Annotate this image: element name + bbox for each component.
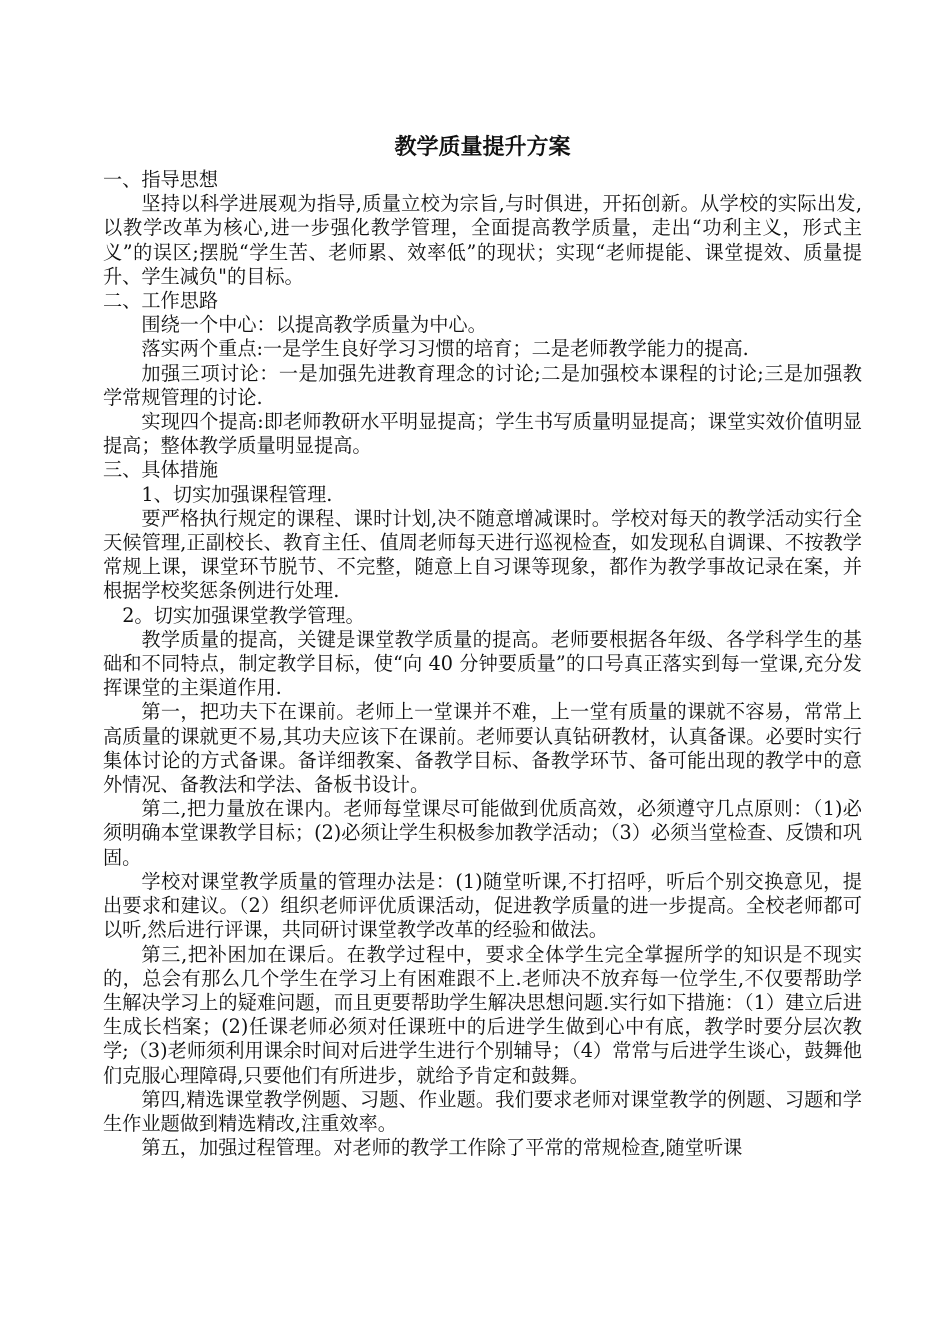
paragraph: 第三,把补困加在课后。在教学过程中，要求全体学生完全掌握所学的知识是不现实的，总会有那么几个学生在学习上有困难跟不上.老师决不放弃每一位学生,不仅要帮助学生解决学习上的疑难问题，而且更要帮助学生解决思想问题.实行如下措施：（1）建立后进生成长档案；(2)任课老师必须对任课班中的后进学生做到心中有底，教学时要分层次教学;（3)老师须利用课余时间对后进学生进行个别辅导；（4）常常与后进学生谈心，鼓舞他们克服心理障碍,只要他们有所进步，就给予肯定和鼓舞。 [103, 942, 862, 1087]
section-heading-1: 一、指导思想 [103, 168, 219, 191]
paragraph: 教学质量的提高，关键是课堂教学质量的提高。老师要根据各年级、各学科学生的基础和不同特点，制定教学目标，使“向 40 分钟要质量”的口号真正落实到每一堂课,充分发挥课堂的主渠道作用. [103, 627, 862, 700]
paragraph: 第四,精选课堂教学例题、习题、作业题。我们要求老师对课堂教学的例题、习题和学生作业题做到精选精改,注重效率。 [103, 1087, 862, 1135]
paragraph: 第五，加强过程管理。对老师的教学工作除了平常的常规检查,随堂听课 [141, 1136, 743, 1160]
section-heading-2: 二、工作思路 [103, 289, 219, 313]
document-title: 教学质量提升方案 [394, 134, 571, 160]
section-heading-3: 三、具体措施 [103, 458, 219, 482]
paragraph: 落实两个重点:一是学生良好学习习惯的培育；二是老师教学能力的提高. [141, 337, 749, 361]
measure-item-2: 2。切实加强课堂教学管理。 [122, 603, 365, 627]
paragraph: 第二,把力量放在课内。老师每堂课尽可能做到优质高效，必须遵守几点原则：（1)必须明确本堂课教学目标；(2)必须让学生积极参加教学活动；（3）必须当堂检查、反馈和巩固。 [103, 797, 862, 869]
paragraph: 学校对课堂教学质量的管理办法是：(1)随堂听课,不打招呼，听后个别交换意见，提出要求和建议。（2）组织老师评优质课活动，促进教学质量的进一步提高。全校老师都可以听,然后进行评课，共同研讨课堂教学改革的经验和做法。 [103, 869, 862, 942]
paragraph: 第一，把功夫下在课前。老师上一堂课并不难，上一堂有质量的课就不容易，常常上高质量的课就更不易,其功夫应该下在课前。老师要认真钻研教材，认真备课。必要时实行集体讨论的方式备课。备详细教案、备教学目标、备教学环节、备可能出现的教学中的意外情况、备教法和学法、备板书设计。 [103, 700, 862, 797]
measure-item-1: 1、切实加强课程管理. [141, 482, 333, 506]
paragraph: 加强三项讨论：一是加强先进教育理念的讨论;二是加强校本课程的讨论;三是加强教学常规管理的讨论. [103, 361, 862, 409]
paragraph: 实现四个提高:即老师教研水平明显提高；学生书写质量明显提高；课堂实效价值明显提高；整体教学质量明显提高。 [103, 410, 862, 458]
paragraph: 要严格执行规定的课程、课时计划,决不随意增减课时。学校对每天的教学活动实行全天候管理,正副校长、教育主任、值周老师每天进行巡视检查，如发现私自调课、不按教学常规上课，课堂环节脱节、不完整，随意上自习课等现象，都作为教学事故记录在案，并根据学校奖惩条例进行处理. [103, 506, 862, 603]
paragraph: 围绕一个中心：以提高教学质量为中心。 [141, 313, 487, 337]
paragraph: 坚持以科学进展观为指导,质量立校为宗旨,与时俱进，开拓创新。从学校的实际出发,以教学改革为核心,进一步强化教学管理，全面提高教学质量，走出“功利主义，形式主义”的误区;摆脱“学生苦、老师累、效率低”的现状；实现“老师提能、课堂提效、质量提升、学生减负"的目标。 [103, 192, 862, 288]
